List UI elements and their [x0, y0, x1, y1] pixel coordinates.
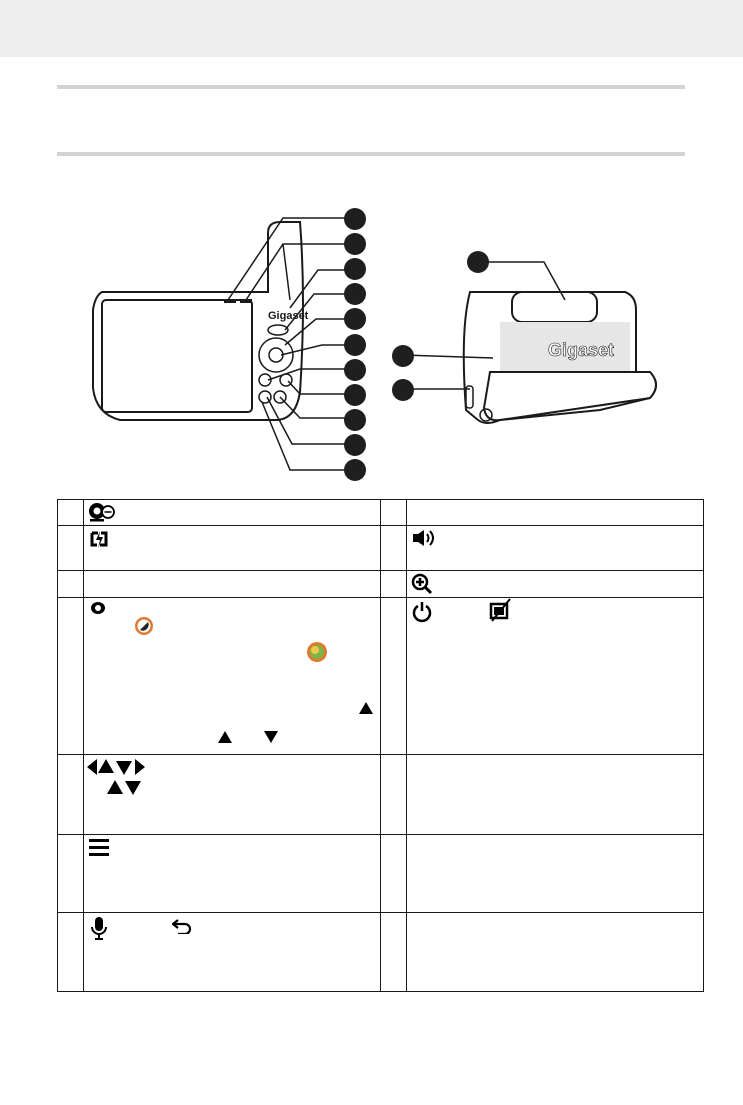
row-number-cell — [58, 913, 84, 992]
description-cell — [407, 755, 704, 835]
display-screen — [102, 300, 252, 412]
charging-icon — [88, 528, 110, 550]
callout-markers-front — [344, 208, 366, 481]
description-cell — [407, 526, 704, 571]
color-filter-icon — [306, 641, 328, 663]
description-cell — [84, 835, 381, 913]
row-number-cell — [381, 913, 407, 992]
table-row — [58, 755, 704, 835]
row-number-cell — [381, 598, 407, 755]
up-down-arrows-icon — [107, 779, 141, 795]
table-row — [58, 835, 704, 913]
row-number-cell — [381, 835, 407, 913]
description-cell — [84, 500, 381, 526]
row-number-cell — [381, 755, 407, 835]
description-cell — [84, 913, 381, 992]
navigation-arrows-icon — [87, 759, 147, 775]
row-number-cell — [58, 835, 84, 913]
back-icon — [172, 918, 192, 934]
legend-table — [57, 499, 704, 992]
triangle-up-icon — [359, 702, 373, 714]
description-cell — [407, 598, 704, 755]
triangle-down-icon — [264, 731, 278, 743]
row-number-cell — [58, 500, 84, 526]
description-cell — [84, 598, 381, 755]
contrast-icon — [134, 616, 154, 636]
power-icon — [412, 601, 432, 623]
row-number-cell — [58, 598, 84, 755]
description-cell — [84, 571, 381, 598]
row-number-cell — [58, 526, 84, 571]
microphone-icon — [90, 917, 108, 941]
zoom-in-icon — [411, 573, 433, 595]
row-number-cell — [58, 571, 84, 598]
description-cell — [407, 913, 704, 992]
triangle-up-icon — [218, 731, 232, 743]
table-row — [58, 571, 704, 598]
row-number-cell — [381, 500, 407, 526]
camera-housing — [512, 292, 597, 322]
front-view — [93, 222, 309, 420]
camera-link-icon — [88, 502, 118, 522]
row-number-cell — [381, 571, 407, 598]
night-vision-icon — [90, 601, 106, 615]
table-row — [58, 500, 704, 526]
table-row — [58, 598, 704, 755]
speaker-volume-icon — [411, 528, 437, 548]
menu-icon — [89, 839, 109, 857]
front-brand-logo: Gigaset — [268, 310, 309, 322]
device-illustration — [0, 0, 743, 495]
description-cell — [407, 835, 704, 913]
row-number-cell — [381, 526, 407, 571]
description-cell — [84, 526, 381, 571]
screen-off-icon — [489, 598, 513, 622]
row-number-cell — [58, 755, 84, 835]
description-cell — [84, 755, 381, 835]
description-cell — [407, 571, 704, 598]
description-cell — [407, 500, 704, 526]
table-row — [58, 526, 704, 571]
back-brand-logo: Gigaset — [548, 340, 615, 360]
table-row — [58, 913, 704, 992]
